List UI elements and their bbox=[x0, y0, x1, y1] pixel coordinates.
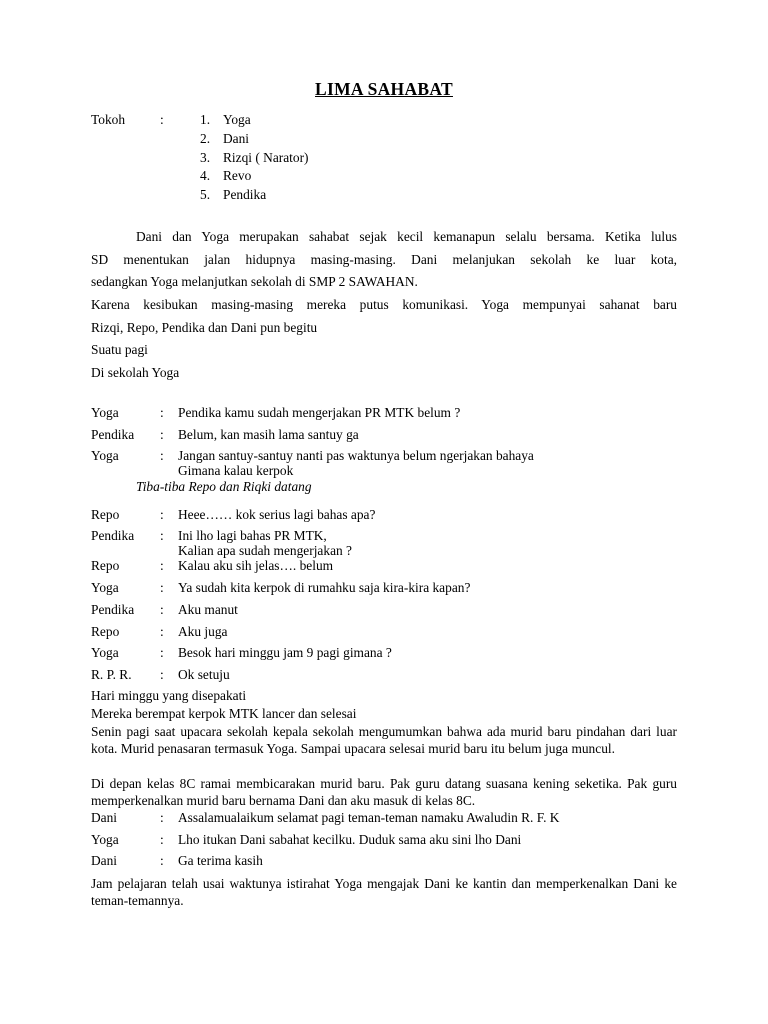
stage-direction: Tiba-tiba Repo dan Riqki datang bbox=[136, 479, 312, 494]
dialog-text: Assalamualaikum selamat pagi teman-teman namaku Awaludin R. F. K bbox=[178, 810, 560, 825]
speaker-name: Pendika bbox=[91, 602, 135, 617]
dialog-colon: : bbox=[160, 645, 164, 660]
dialog-text: Ini lho lagi bahas PR MTK, bbox=[178, 528, 327, 543]
intro-line: SD menentukan jalan hidupnya masing-masing. Dani melanjukan sekolah ke luar kota, bbox=[91, 252, 677, 267]
dialog-colon: : bbox=[160, 528, 164, 543]
intro-line: Dani dan Yoga merupakan sahabat sejak kecil kemanapun selalu bersama. Ketika lulus bbox=[136, 229, 677, 244]
tokoh-num: 5. bbox=[200, 187, 211, 202]
dialog-text: Pendika kamu sudah mengerjakan PR MTK belum ? bbox=[178, 405, 461, 420]
narration-line: Hari minggu yang disepakati bbox=[91, 688, 247, 703]
intro-line: Rizqi, Repo, Pendika dan Dani pun begitu bbox=[91, 320, 318, 335]
dialog-text: Lho itukan Dani sabahat kecilku. Duduk sama aku sini lho Dani bbox=[178, 832, 522, 847]
tokoh-name: Revo bbox=[223, 168, 252, 183]
speaker-name: Yoga bbox=[91, 645, 119, 660]
tokoh-name: Yoga bbox=[223, 112, 251, 127]
closing-paragraph: Jam pelajaran telah usai waktunya istirahat Yoga mengajak Dani ke kantin dan memperkenalkan Dani ke teman-temannya. bbox=[91, 876, 677, 908]
dialog-text: Aku juga bbox=[178, 624, 228, 639]
speaker-name: Repo bbox=[91, 507, 120, 522]
dialog-colon: : bbox=[160, 624, 164, 639]
speaker-name: Repo bbox=[91, 558, 120, 573]
tokoh-num: 2. bbox=[200, 131, 211, 146]
tokoh-num: 4. bbox=[200, 168, 211, 183]
intro-line: Di sekolah Yoga bbox=[91, 365, 180, 380]
narration-line: Mereka berempat kerpok MTK lancer dan selesai bbox=[91, 706, 357, 721]
speaker-name: Pendika bbox=[91, 427, 135, 442]
speaker-name: Dani bbox=[91, 810, 118, 825]
dialog-colon: : bbox=[160, 427, 164, 442]
speaker-name: Pendika bbox=[91, 528, 135, 543]
dialog-colon: : bbox=[160, 448, 164, 463]
dialog-text: Ok setuju bbox=[178, 667, 230, 682]
speaker-name: Yoga bbox=[91, 405, 119, 420]
dialog-text-continued: Gimana kalau kerpok bbox=[178, 463, 294, 478]
dialog-colon: : bbox=[160, 810, 164, 825]
intro-line: Suatu pagi bbox=[91, 342, 148, 357]
narration-paragraph: Di depan kelas 8C ramai membicarakan murid baru. Pak guru datang suasana kening seketika. Pak guru memperkenalkan murid baru bernama Dani dan aku masuk di kelas 8C. bbox=[91, 776, 677, 808]
dialog-text: Jangan santuy-santuy nanti pas waktunya belum ngerjakan bahaya bbox=[178, 448, 534, 463]
tokoh-num: 3. bbox=[200, 150, 211, 165]
narration-paragraph: Senin pagi saat upacara sekolah kepala sekolah mengumumkan bahwa ada murid baru pindahan dari luar kota. Murid penasaran termasuk Yoga. Sampai upacara selesai murid baru itu belum juga muncul. bbox=[91, 724, 677, 756]
dialog-colon: : bbox=[160, 507, 164, 522]
speaker-name: Repo bbox=[91, 624, 120, 639]
dialog-text: Aku manut bbox=[178, 602, 238, 617]
dialog-colon: : bbox=[160, 667, 164, 682]
dialog-text: Ya sudah kita kerpok di rumahku saja kira-kira kapan? bbox=[178, 580, 471, 595]
speaker-name: Yoga bbox=[91, 448, 119, 463]
dialog-colon: : bbox=[160, 832, 164, 847]
dialog-text: Belum, kan masih lama santuy ga bbox=[178, 427, 359, 442]
document-title: LIMA SAHABAT bbox=[315, 79, 453, 99]
dialog-text-continued: Kalian apa sudah mengerjakan ? bbox=[178, 543, 352, 558]
dialog-text: Heee…… kok serius lagi bahas apa? bbox=[178, 507, 376, 522]
speaker-name: Dani bbox=[91, 853, 118, 868]
tokoh-label: Tokoh bbox=[91, 112, 126, 127]
speaker-name: Yoga bbox=[91, 580, 119, 595]
dialog-text: Kalau aku sih jelas…. belum bbox=[178, 558, 334, 573]
dialog-colon: : bbox=[160, 405, 164, 420]
dialog-colon: : bbox=[160, 580, 164, 595]
dialog-colon: : bbox=[160, 853, 164, 868]
dialog-colon: : bbox=[160, 602, 164, 617]
tokoh-name: Pendika bbox=[223, 187, 267, 202]
intro-line: Karena kesibukan masing-masing mereka putus komunikasi. Yoga mempunyai sahanat baru bbox=[91, 297, 677, 312]
dialog-text: Besok hari minggu jam 9 pagi gimana ? bbox=[178, 645, 392, 660]
speaker-name: R. P. R. bbox=[91, 667, 132, 682]
tokoh-num: 1. bbox=[200, 112, 211, 127]
dialog-colon: : bbox=[160, 558, 164, 573]
speaker-name: Yoga bbox=[91, 832, 119, 847]
intro-line: sedangkan Yoga melanjutkan sekolah di SMP 2 SAWAHAN. bbox=[91, 274, 418, 289]
dialog-text: Ga terima kasih bbox=[178, 853, 263, 868]
tokoh-name: Rizqi ( Narator) bbox=[223, 150, 309, 165]
tokoh-name: Dani bbox=[223, 131, 250, 146]
tokoh-colon: : bbox=[160, 112, 164, 127]
